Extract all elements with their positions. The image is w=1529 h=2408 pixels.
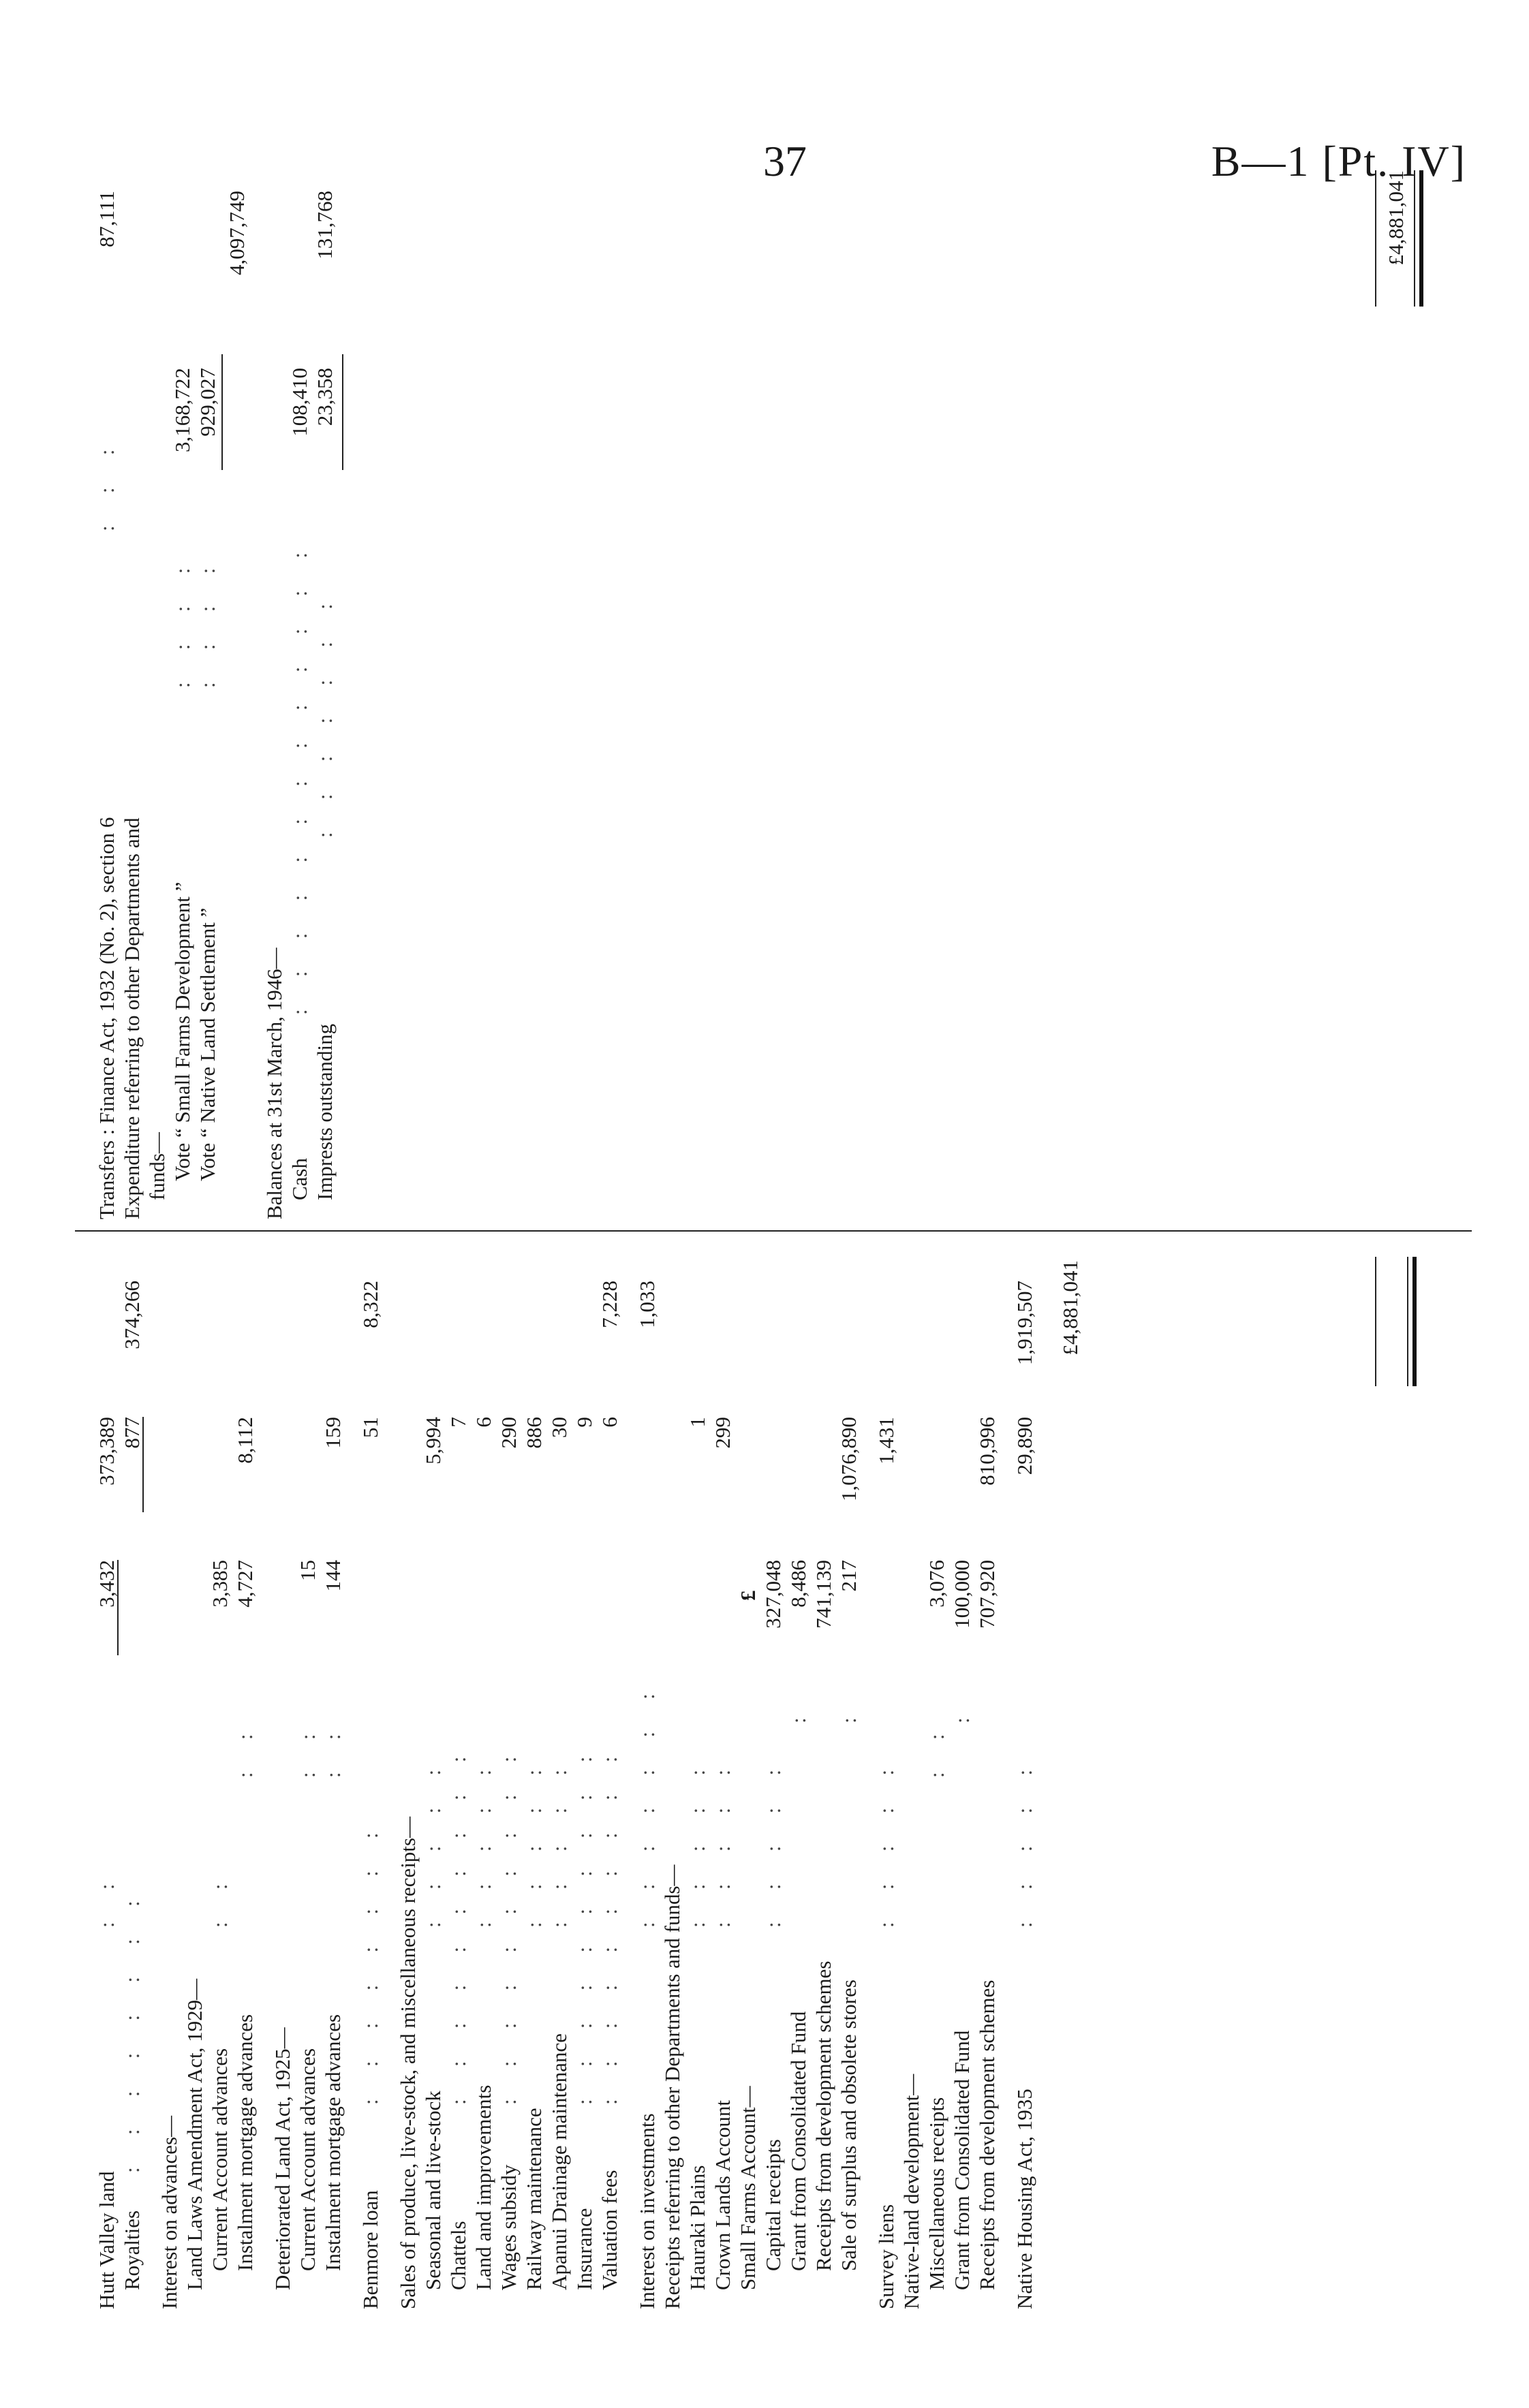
leader-dots: : : : : : : : [313,599,337,838]
row-amount: 6 [472,1417,495,1428]
row-label: Receipts from development schemes [975,1980,999,2290]
row-label: Sale of surplus and obsolete stores [837,1980,861,2271]
ledger-row [195,157,220,1219]
row-total: 7,228 [598,1281,621,1328]
row-label: Seasonal and live-stock [421,2091,445,2290]
row-label: Chattels [446,2221,470,2290]
ledger-row [899,1243,924,2309]
section-heading: Balances at 31st March, 1946— [262,948,286,1219]
section-heading: Expenditure referring to other Departments and [120,817,144,1219]
ledger-row [710,1243,735,2309]
leader-dots: : : : : : : : : [358,1828,382,2105]
leader-dots: : : : [95,445,119,531]
row-amount: 108,410 [288,368,311,437]
row-amount: 3,076 [925,1560,948,1608]
leader-dots: : : [208,1879,232,1928]
leader-dots: : : [95,1879,119,1928]
row-total: 8,322 [358,1281,382,1328]
ledger-row [660,1243,685,2309]
ledger-row [358,1243,383,2309]
row-amount: 1 [685,1417,709,1428]
row-amount: 144 [321,1560,345,1592]
row-label: Hutt Valley land [95,2171,119,2309]
leader-dots: : : [233,1730,257,1778]
row-label: Grant from Consolidated Fund [950,2030,974,2290]
payments-column [75,157,1472,1219]
row-label: Royalties [120,2210,144,2290]
ledger-row [949,1243,974,2309]
leader-dots: : : : : : [547,1765,571,1928]
row-label: Crown Lands Account [711,2100,735,2290]
row-subtotal: 8,112 [233,1417,257,1464]
ledger-row [760,1243,786,2309]
row-amount: 23,358 [313,368,337,426]
row-label: Cash [288,1158,311,1200]
ledger-row [395,1243,420,2309]
row-subtotal: 810,996 [975,1417,999,1486]
leader-dots: : : : : : : : : [120,1896,144,2173]
leader-dots: : : : : : [1013,1765,1036,1928]
row-amount: 5,994 [421,1417,445,1465]
row-amount: 327,048 [761,1560,785,1629]
leader-dots: : : : : : [685,1765,709,1928]
grand-total: £4,881,041 [1058,1260,1082,1356]
ledger-row [224,157,249,1219]
row-label: Instalment mortgage advances [233,2014,257,2271]
row-amount: 3,432 [95,1560,119,1608]
row-amount: 100,000 [950,1560,974,1629]
column-divider [75,1230,1472,1232]
ledger-row [521,1243,546,2309]
leader-dots: : : : : : [711,1765,735,1928]
leader-dots: : [950,1713,974,1723]
leader-dots: : : [925,1730,948,1778]
row-label: Wages subsidy [497,2164,521,2290]
leader-dots: : : : : [196,563,219,688]
page-number: 37 [763,137,807,185]
ledger-row [811,1243,836,2309]
subtotal-rule [142,1417,144,1512]
ledger-row [232,1243,258,2309]
leader-dots: : : : : : [472,1765,495,1928]
leader-dots: : : [321,1730,345,1778]
row-amount: 929,027 [196,368,219,437]
ledger-row [546,1243,572,2309]
leader-dots: : : : : : : : : : : [598,1752,621,2105]
row-total: 1,919,507 [1013,1281,1036,1365]
grand-total: £4,881,041 [1384,170,1408,266]
leader-dots: : : : : : [761,1765,785,1928]
row-label: Imprests outstanding [313,1023,337,1200]
leader-dots: : : [296,1730,320,1778]
row-label: Current Account advances [296,2048,320,2271]
leader-dots: : : : : : [874,1765,898,1928]
ledger-row [974,1243,1000,2309]
row-total: 1,033 [635,1281,659,1328]
section-heading: Receipts referring to other Departments and funds— [660,1864,684,2309]
ledger-row [924,1243,949,2309]
ledger-row [836,1243,861,2309]
row-amount: 1,431 [874,1417,898,1465]
row-amount: 7 [446,1417,470,1428]
receipts-column [75,1243,1472,2309]
row-amount: 8,486 [786,1560,810,1608]
row-label: Grant from Consolidated Fund [786,2011,810,2271]
ledger-row [735,1243,760,2309]
row-amount: 15 [296,1560,320,1581]
leader-dots: : : : : : : : : : : [497,1752,521,2105]
row-total: 4,097,749 [225,191,249,275]
row-label: Receipts from development schemes [812,1960,835,2271]
row-label: Hauraki Plains [685,2165,709,2290]
ledger-row [786,1243,811,2309]
row-label: Insurance [572,2208,596,2290]
section-heading: Sales of produce, live-stock, and miscellaneous receipts— [396,1816,420,2309]
row-amount: 217 [837,1560,861,1592]
section-heading: Land Laws Amendment Act, 1929— [183,1978,206,2290]
document-reference: B—1 [Pt. IV] [1211,137,1466,185]
ledger-row [496,1243,521,2309]
row-amount: 886 [522,1417,546,1449]
ledger-row [1012,1243,1037,2309]
row-amount: 6 [598,1417,621,1428]
row-amount: 3,385 [208,1560,232,1608]
ledger-row [144,157,170,1219]
row-label: Transfers : Finance Act, 1932 (No. 2), section 6 [95,817,119,1219]
pound-sign: £ [736,1590,760,1601]
leader-dots: : : : : : : : [635,1689,659,1928]
row-amount: 3,168,722 [170,368,194,452]
leader-dots: : : : : : : : : : : : : : [288,548,311,1015]
ledger-row [170,157,195,1219]
subtotal-rule [342,354,343,470]
row-subtotal: 159 [321,1417,345,1449]
ledger-row [119,1243,144,2309]
ledger-row [685,1243,710,2309]
row-total: 131,768 [313,191,337,260]
row-total: 374,266 [120,1281,144,1349]
row-label: Railway maintenance [522,2108,546,2290]
section-heading: Native-land development— [899,2074,923,2309]
ledger-row [572,1243,597,2309]
ledger-row [874,1243,899,2309]
leader-dots: : : : : [170,563,194,688]
ledger-row [312,157,337,1219]
ledger-row [597,1243,622,2309]
section-heading: Deteriorated Land Act, 1925— [271,2027,294,2290]
ledger-row [207,1243,232,2309]
ledger-row [262,157,287,1219]
ledger-row [287,157,312,1219]
row-amount: 51 [358,1417,382,1438]
row-amount: 741,139 [812,1560,835,1629]
leader-dots: : [786,1713,810,1723]
ledger-row [94,1243,119,2309]
row-amount: 9 [572,1417,596,1428]
section-heading: funds— [145,1132,169,1200]
row-label: Apanui Drainage maintenance [547,2033,571,2290]
row-total: 87,111 [95,191,119,247]
subtotal-rule [117,1560,119,1655]
ledger-row [634,1243,660,2309]
total-rule [1375,170,1376,307]
leader-dots: : : : : : [522,1765,546,1928]
row-label: Valuation fees [598,2170,621,2290]
row-label: Vote “ Native Land Settlement ” [196,907,219,1181]
subtotal-rule [221,354,223,470]
row-subtotal: 373,389 [95,1417,119,1486]
row-label: Miscellaneous receipts [925,2097,948,2290]
total-rule [1375,1257,1376,1386]
row-amount: 707,920 [975,1560,999,1629]
row-amount: 877 [120,1417,144,1449]
row-amount: 30 [547,1417,571,1438]
row-label: Interest on investments [635,2113,659,2309]
row-label: Benmore loan [358,2190,382,2309]
leader-dots: : : : : : : : : : : [572,1752,596,2105]
leader-dots: : : : : : : : : : : [446,1752,470,2105]
ledger-row [320,1243,345,2309]
row-label: Native Housing Act, 1935 [1013,2089,1036,2309]
ledger-row [157,1243,182,2309]
row-subtotal: 1,076,890 [837,1417,861,1501]
row-amount: 29,890 [1013,1417,1036,1475]
grand-total-row [1057,1243,1083,2309]
ledger-row [119,157,144,1219]
row-label: Instalment mortgage advances [321,2014,345,2271]
ledger-row [420,1243,446,2309]
ledger-row [182,1243,207,2309]
ledger-row [295,1243,320,2309]
ledger-table [75,157,1472,2309]
ledger-row [94,157,119,1219]
row-amount: 4,727 [233,1560,257,1608]
section-heading: Interest on advances— [157,2115,181,2309]
double-rule [1414,170,1423,307]
row-label: Survey liens [874,2204,898,2309]
row-label: Capital receipts [761,2139,785,2271]
row-amount: 299 [711,1417,735,1449]
row-label: Vote “ Small Farms Development ” [170,881,194,1181]
row-label: Current Account advances [208,2048,232,2271]
ledger-row [270,1243,295,2309]
leader-dots: : : : : : [421,1765,445,1928]
grand-total-row [1383,157,1408,1219]
ledger-row [471,1243,496,2309]
row-label: Land and improvements [472,2084,495,2290]
row-amount: 290 [497,1417,521,1449]
section-heading: Small Farms Account— [736,2086,760,2290]
ledger-row [446,1243,471,2309]
double-rule [1407,1257,1417,1386]
leader-dots: : [837,1713,861,1723]
